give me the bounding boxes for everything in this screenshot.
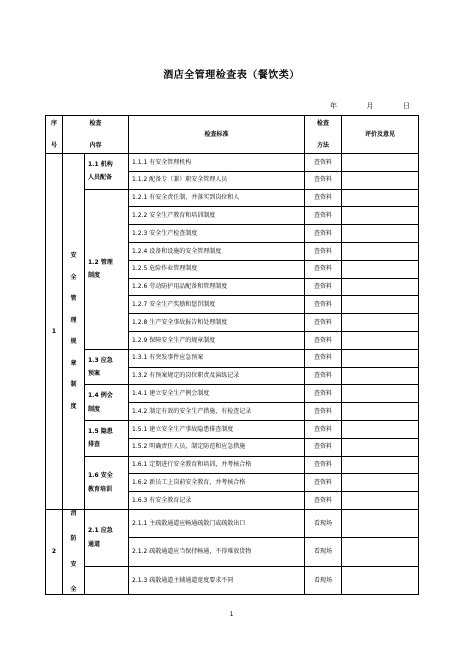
header-method: 检查 方法: [305, 116, 342, 154]
check-method: 查资料: [305, 456, 342, 474]
check-method: 查资料: [305, 367, 342, 385]
check-item: [85, 154, 129, 190]
document-title: 酒店全管理检查表（餐饮类）: [163, 70, 300, 81]
check-method: 查资料: [305, 296, 342, 314]
evaluation-cell[interactable]: [342, 367, 419, 385]
header-seq: 序 号: [46, 116, 63, 154]
category-char: 防: [70, 535, 77, 543]
check-item: [85, 566, 129, 594]
check-method: 查资料: [305, 154, 342, 172]
check-method: 看现场: [305, 538, 342, 566]
check-item-label: 制度: [88, 272, 101, 280]
check-method: 查资料: [305, 242, 342, 260]
page-number: 1: [229, 611, 234, 618]
check-item-label: 2.1 应急: [88, 527, 113, 535]
evaluation-cell[interactable]: [342, 260, 419, 278]
category-char: 度: [70, 402, 77, 410]
check-method: 查资料: [305, 260, 342, 278]
evaluation-cell[interactable]: [342, 296, 419, 314]
date-line: [330, 101, 410, 111]
category-char: 管: [70, 295, 77, 303]
category-char: 章: [70, 359, 77, 367]
check-standard: 1.6.1 定期进行安全教育和培训，并考核合格: [129, 456, 305, 474]
section-seq: 2: [46, 509, 63, 594]
evaluation-cell[interactable]: [342, 225, 419, 243]
check-method: 看现场: [305, 509, 342, 537]
header-standard: 检查标准: [129, 116, 305, 154]
category-char: 消: [70, 509, 77, 517]
evaluation-cell[interactable]: [342, 438, 419, 456]
section-category: [63, 154, 85, 510]
check-item-label: 预案: [88, 370, 101, 378]
check-item: [85, 420, 129, 456]
table-row: [46, 420, 419, 438]
check-standard: 1.4.2 制定有效的安全生产措施，有检查记录: [129, 403, 305, 421]
check-item-label: 1.4 例会: [88, 392, 113, 400]
category-char: 安: [70, 560, 77, 568]
check-item: [85, 189, 129, 349]
section-category: [63, 509, 85, 594]
check-method: 查资料: [305, 385, 342, 403]
check-item-label: 制度: [88, 405, 101, 413]
evaluation-cell[interactable]: [342, 189, 419, 207]
check-method: 查资料: [305, 171, 342, 189]
check-method: 查资料: [305, 403, 342, 421]
check-standard: 1.4.1 建立安全生产例会制度: [129, 385, 305, 403]
check-standard: 1.2.1 有安全责任制，并落实到岗位和人: [129, 189, 305, 207]
evaluation-cell[interactable]: [342, 538, 419, 566]
check-standard: 1.2.7 安全生产奖励和惩罚制度: [129, 296, 305, 314]
check-standard: 1.2.8 生产安全事故报告和处理制度: [129, 314, 305, 332]
date-day: 日: [403, 102, 410, 110]
check-standard: 2.1.2 疏散通道应当保持畅通，不得堆放货物: [129, 538, 305, 566]
category-char: 制: [70, 381, 77, 389]
check-method: 查资料: [305, 189, 342, 207]
date-year: 年: [330, 102, 337, 110]
check-method: 查资料: [305, 492, 342, 510]
check-item: [85, 385, 129, 421]
check-item-label: 排查: [88, 441, 101, 449]
check-standard: 1.1.2 配备专（兼）职安全管理人员: [129, 171, 305, 189]
check-method: 查资料: [305, 278, 342, 296]
evaluation-cell[interactable]: [342, 456, 419, 474]
check-method: 查资料: [305, 331, 342, 349]
check-standard: 1.5.1 建立安全生产事故隐患排查制度: [129, 420, 305, 438]
table-row: [46, 349, 419, 367]
table-row: [46, 189, 419, 207]
check-standard: 1.2.9 保障安全生产的规章制度: [129, 331, 305, 349]
evaluation-cell[interactable]: [342, 492, 419, 510]
check-item-label: 1.3 应急: [88, 356, 113, 364]
check-standard: 1.2.4 设备和设施的安全管理制度: [129, 242, 305, 260]
check-method: 查资料: [305, 349, 342, 367]
category-char: 全: [70, 586, 77, 594]
category-char: 理: [70, 316, 77, 324]
table-header-row: [46, 116, 419, 154]
check-item-label: 教育培训: [88, 485, 113, 493]
check-item: [85, 456, 129, 509]
table-row: [46, 456, 419, 474]
header-evaluation: 评价及意见: [342, 116, 419, 154]
check-method: 查资料: [305, 314, 342, 332]
check-standard: 2.1.3 疏散通道主辅通道宽度要求不同: [129, 566, 305, 594]
check-method: 查资料: [305, 438, 342, 456]
check-method: 查资料: [305, 474, 342, 492]
check-standard: 1.3.1 有突发事件应急预案: [129, 349, 305, 367]
check-item-label: 1.5 隐患: [88, 427, 113, 435]
evaluation-cell[interactable]: [342, 171, 419, 189]
check-standard: 1.2.6 劳动防护用品配备和管理制度: [129, 278, 305, 296]
evaluation-cell[interactable]: [342, 474, 419, 492]
check-item-label: 1.2 管理: [88, 258, 113, 266]
table-row: [46, 385, 419, 403]
check-standard: 1.1.1 有安全管理机构: [129, 154, 305, 172]
evaluation-cell[interactable]: [342, 509, 419, 537]
check-method: 查资料: [305, 207, 342, 225]
date-month: 月: [366, 102, 374, 110]
check-item-label: 1.1 机构: [88, 160, 113, 168]
check-standard: 1.6.2 新员工上岗前安全教育，并考核合格: [129, 474, 305, 492]
check-method: 看现场: [305, 566, 342, 594]
evaluation-cell[interactable]: [342, 154, 419, 172]
check-standard: 1.2.2 安全生产教育和培训制度: [129, 207, 305, 225]
evaluation-cell[interactable]: [342, 207, 419, 225]
check-standard: 1.5.2 明确责任人员，制定防范和应急措施: [129, 438, 305, 456]
evaluation-cell[interactable]: [342, 242, 419, 260]
check-method: 查资料: [305, 225, 342, 243]
check-item-label: 1.6 安全: [88, 472, 113, 480]
evaluation-cell[interactable]: [342, 566, 419, 594]
check-method: 查资料: [305, 420, 342, 438]
evaluation-cell[interactable]: [342, 420, 419, 438]
table-row: [46, 154, 419, 172]
check-standard: 1.3.2 有预案规定的岗位职责及演练记录: [129, 367, 305, 385]
check-standard: 1.2.3 安全生产检查制度: [129, 225, 305, 243]
check-standard: 1.6.3 有安全教育记录: [129, 492, 305, 510]
category-char: 规: [70, 338, 77, 346]
check-item-label: 人员配备: [88, 174, 113, 182]
evaluation-cell[interactable]: [342, 349, 419, 367]
table-body: [46, 154, 419, 595]
check-item: [85, 349, 129, 385]
check-item: [85, 509, 129, 566]
table-row: [46, 566, 419, 594]
category-char: 安: [70, 252, 77, 260]
evaluation-cell[interactable]: [342, 403, 419, 421]
category-char: 全: [70, 273, 77, 281]
section-seq: 1: [46, 154, 63, 510]
evaluation-cell[interactable]: [342, 385, 419, 403]
header-item: 检查 内容: [63, 116, 129, 154]
check-standard: 1.2.5 危险作业管理制度: [129, 260, 305, 278]
check-standard: 2.1.1 主疏散通道应畅通疏散门或疏散出口: [129, 509, 305, 537]
evaluation-cell[interactable]: [342, 278, 419, 296]
check-item-label: 通道: [88, 540, 101, 548]
table-row: [46, 509, 419, 537]
evaluation-cell[interactable]: [342, 331, 419, 349]
evaluation-cell[interactable]: [342, 314, 419, 332]
inspection-table: [45, 115, 419, 595]
